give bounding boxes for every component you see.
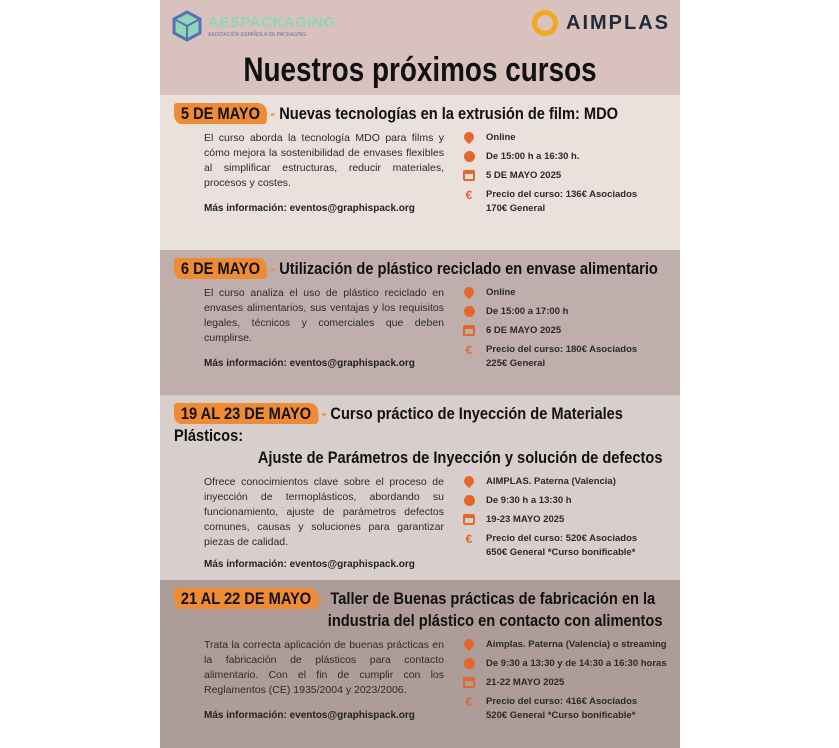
more-info: Más información: eventos@graphispack.org xyxy=(204,203,415,214)
euro-icon: € xyxy=(465,188,473,202)
aespackaging-logo xyxy=(172,10,335,42)
course-location: Aimplas. Paterna (Valencia) o streaming xyxy=(486,639,667,650)
course-body xyxy=(174,638,672,723)
course-day: 21-22 MAYO 2025 xyxy=(486,677,565,688)
course-price: Precio del curso: 520€ Asociados xyxy=(486,533,638,544)
course-block xyxy=(160,95,680,250)
course-location: Online xyxy=(486,132,516,143)
course-info xyxy=(462,475,672,572)
course-price-general: 225€ General xyxy=(486,358,546,369)
course-price: Precio del curso: 180€ Asociados xyxy=(486,344,638,355)
course-title-line2: Ajuste de Parámetros de Inyección y solución de defectos xyxy=(257,448,663,467)
course-date: 19 AL 23 DE MAYO xyxy=(174,403,318,424)
course-date: 21 AL 22 DE MAYO xyxy=(174,588,318,609)
euro-icon: € xyxy=(465,532,473,546)
course-day: 6 DE MAYO 2025 xyxy=(486,325,562,336)
course-body xyxy=(174,475,672,572)
course-time: De 15:00 h a 16:30 h. xyxy=(486,151,580,162)
aimplas-mark-icon xyxy=(532,10,558,36)
course-title: Curso práctico de Inyección de Materiales Plásticos: xyxy=(174,404,623,445)
course-price-general: 170€ General xyxy=(486,203,546,214)
clock-icon xyxy=(464,658,475,669)
aimplas-logo-text: AIMPLAS xyxy=(566,11,670,34)
euro-icon: € xyxy=(465,695,473,709)
course-description: El curso aborda la tecnología MDO para films y cómo mejora la sostenibilidad de envases flexibles al simplificar estructuras, reducir materiales, procesos y costes. xyxy=(204,132,444,189)
euro-icon: € xyxy=(465,343,473,357)
course-price: Precio del curso: 416€ Asociados xyxy=(486,696,638,707)
course-flyer xyxy=(160,0,680,748)
clock-icon xyxy=(464,495,475,506)
course-price: Precio del curso: 136€ Asociados xyxy=(486,189,638,200)
course-time: De 9:30 h a 13:30 h xyxy=(486,495,572,506)
course-location: Online xyxy=(486,287,516,298)
course-title: Taller de Buenas prácticas de fabricación en la xyxy=(330,589,656,608)
location-pin-icon xyxy=(462,130,476,144)
location-pin-icon xyxy=(462,285,476,299)
course-heading: 5 DE MAYO - Nuevas tecnologías en la extrusión de film: MDO xyxy=(174,103,673,125)
header xyxy=(160,0,680,95)
course-time: De 9:30 a 13:30 y de 14:30 a 16:30 horas xyxy=(486,658,667,669)
page-title: Nuestros próximos cursos xyxy=(243,51,597,89)
course-title: Nuevas tecnologías en la extrusión de film: MDO xyxy=(279,104,619,123)
course-day: 19-23 MAYO 2025 xyxy=(486,514,565,525)
calendar-icon xyxy=(463,170,475,181)
course-description: El curso analiza el uso de plástico reciclado en envases alimentarios, sus ventajas y los requisitos legales, técnicos y comerciales que deben cumplirse. xyxy=(204,287,444,344)
location-pin-icon xyxy=(462,637,476,651)
course-block xyxy=(160,395,680,580)
course-block xyxy=(160,250,680,395)
aespackaging-logo-subtitle: ASOCIACIÓN ESPAÑOLA DE PACKAGING xyxy=(208,32,307,38)
course-info xyxy=(462,131,672,216)
course-day: 5 DE MAYO 2025 xyxy=(486,170,562,181)
course-description: Ofrece conocimientos clave sobre el proceso de inyección de termoplásticos, abordando su funcionamiento, ajuste de parámetros defectos comunes, causas y soluciones para garantizar piezas de calidad. xyxy=(204,476,444,548)
course-heading: 6 DE MAYO - Utilización de plástico reciclado en envase alimentario xyxy=(174,258,673,280)
course-date: 6 DE MAYO xyxy=(174,258,267,279)
calendar-icon xyxy=(463,514,475,525)
course-heading: 19 AL 23 DE MAYO - Curso práctico de Inyección de Materiales Plásticos: Ajuste de Parámetros de Inyección y solución de defectos xyxy=(174,403,673,469)
calendar-icon xyxy=(463,325,475,336)
course-date: 5 DE MAYO xyxy=(174,103,267,124)
course-info xyxy=(462,286,672,371)
course-description: Trata la correcta aplicación de buenas prácticas en la fabricación de plásticos para contacto alimentario. Con el fin de cumplir con los Reglamentos (CE) 1935/2004 y 2023/2006. xyxy=(204,639,444,696)
calendar-icon xyxy=(463,677,475,688)
course-title: Utilización de plástico reciclado en envase alimentario xyxy=(279,259,658,278)
course-time: De 15:00 a 17:00 h xyxy=(486,306,569,317)
more-info: Más información: eventos@graphispack.org xyxy=(204,358,415,369)
course-heading: 21 AL 22 DE MAYO - Taller de Buenas prácticas de fabricación en la industria del plástico en contacto con alimentos xyxy=(174,588,673,632)
cube-icon xyxy=(172,10,202,42)
course-body xyxy=(174,131,672,216)
course-title-line2: industria del plástico en contacto con alimentos xyxy=(327,611,663,630)
more-info: Más información: eventos@graphispack.org xyxy=(204,559,415,570)
location-pin-icon xyxy=(462,474,476,488)
course-info xyxy=(462,638,672,723)
clock-icon xyxy=(464,151,475,162)
course-body xyxy=(174,286,672,371)
course-price-general: 520€ General *Curso bonificable* xyxy=(486,710,636,721)
clock-icon xyxy=(464,306,475,317)
course-block xyxy=(160,580,680,748)
course-location: AIMPLAS. Paterna (Valencia) xyxy=(486,476,616,487)
aespackaging-logo-text: AESPACKAGING xyxy=(208,14,336,31)
aimplas-logo xyxy=(532,10,670,36)
more-info: Más información: eventos@graphispack.org xyxy=(204,710,415,721)
course-price-general: 650€ General *Curso bonificable* xyxy=(486,547,636,558)
